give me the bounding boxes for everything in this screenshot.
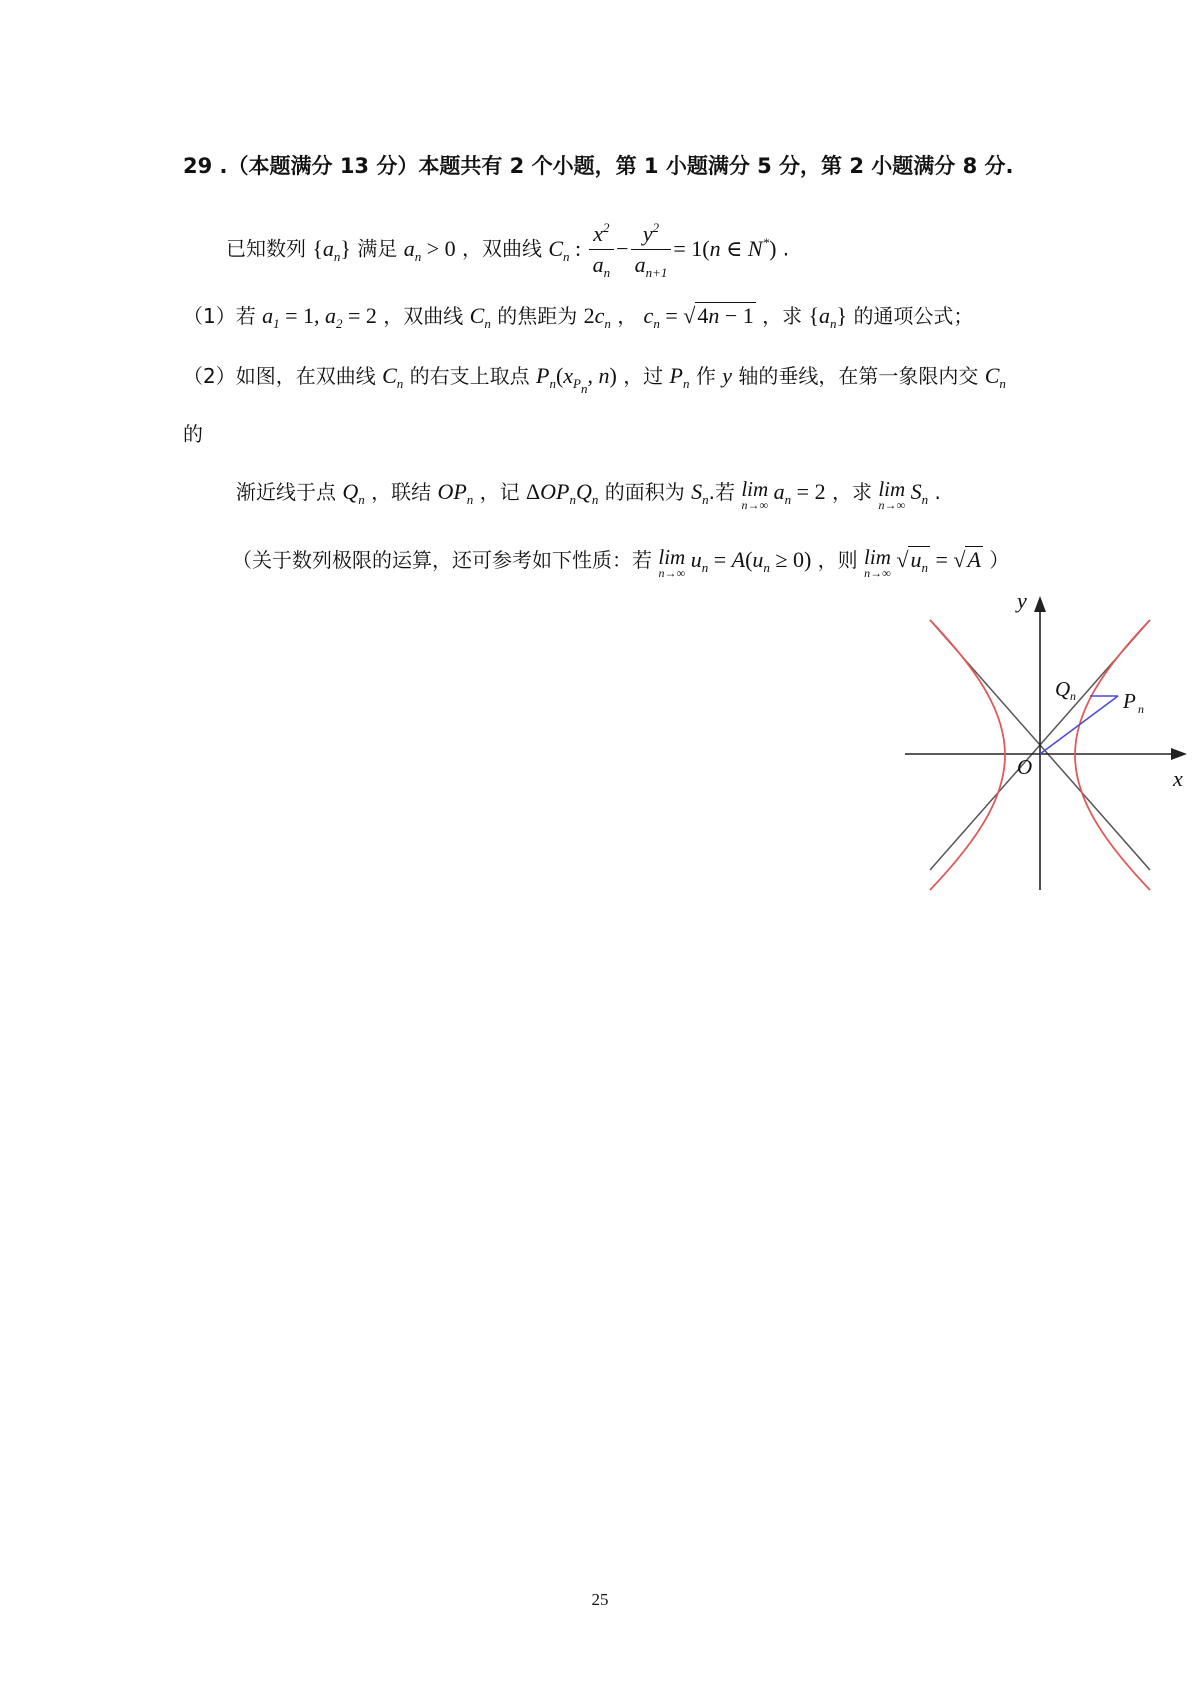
- note-text-3: ）: [989, 548, 1010, 572]
- hyperbola-equation: $C_n$ : $\frac{x^2}{a_n}$ − $\frac{y^2}{a_{n+1}}$ = 1(n ∈ N*): [548, 236, 776, 261]
- note-text-2: ，则: [817, 548, 858, 572]
- limit-sn: lim n→∞ $S_n$: [878, 477, 929, 512]
- x-axis-arrow-icon: [1171, 748, 1187, 760]
- part2-text-6: 的: [183, 422, 203, 446]
- segment-opn: $OP_n$: [437, 479, 474, 507]
- part2-text-13: .: [928, 480, 941, 504]
- y-axis-symbol: y: [722, 363, 732, 388]
- intro-line: [226, 215, 789, 286]
- intro-text-4: .: [782, 236, 790, 261]
- intro-text-2: 满足: [357, 236, 398, 261]
- limit-un: lim n→∞ $u_n = A(u_n \ge 0)$: [658, 545, 812, 580]
- part2-text-7: 渐近线于点: [236, 480, 336, 504]
- part2-text-10: 的面积为: [604, 480, 685, 504]
- hyperbola-figure: [905, 590, 1195, 900]
- x-axis-label: x: [1173, 766, 1183, 791]
- q-label: Q: [1055, 677, 1071, 701]
- q-subscript: n: [1070, 689, 1076, 703]
- part2-line-3: [236, 478, 941, 514]
- cn-formula: $c_n = √4n - 1$: [643, 303, 754, 331]
- segment-op: [1040, 696, 1118, 754]
- part1-text-6: 的通项公式；: [853, 304, 974, 328]
- area-sn: $S_n$: [691, 479, 709, 507]
- p-subscript: n: [1138, 702, 1144, 716]
- part2-text-9: ，记: [479, 480, 520, 504]
- part2-text-12: ，求: [831, 480, 872, 504]
- part1-line: [183, 302, 973, 338]
- hyperbola-cn-2: $C_n$: [382, 363, 404, 391]
- hyperbola-cn: $C_n$: [469, 303, 491, 331]
- part2-text-3: ，过: [623, 364, 664, 388]
- page-number: 25: [591, 1590, 609, 1609]
- origin-label: O: [1017, 755, 1033, 779]
- intro-text-1: 已知数列: [226, 236, 306, 261]
- hyperbola-left-branch: [930, 620, 1005, 890]
- intro-text-3: ，双曲线: [461, 236, 542, 261]
- part1-text-3: 的焦距为: [497, 304, 578, 328]
- problem-heading: 29 .（本题满分 13 分）本题共有 2 个小题，第 1 小题满分 5 分，第 2 小题满分 8 分.: [183, 154, 1014, 178]
- part1-text-5: ，求: [762, 304, 803, 328]
- part2-line-1: [183, 362, 1006, 403]
- point-qn: $Q_n$: [342, 479, 365, 507]
- focal-distance: $2c_n$: [583, 303, 611, 331]
- triangle-opnqn: $\Delta OP_nQ_n$: [526, 479, 599, 507]
- hyperbola-right-branch: [1075, 620, 1150, 890]
- part2-text-2: 的右支上取点: [409, 364, 530, 388]
- part2-text-1: （2）如图，在双曲线: [183, 364, 376, 388]
- limit-sqrt-un: lim n→∞ $√u_n = √A$: [864, 545, 981, 580]
- condition-an-positive: $a_n > 0$: [403, 235, 456, 264]
- note-line: [232, 546, 1009, 582]
- part1-text-1: （1）若: [183, 304, 256, 328]
- point-pn: $P_n(x_{P_n}$, n): [536, 363, 617, 396]
- part2-text-11: .若: [708, 480, 735, 504]
- sequence-an: $\{a_n\}$: [312, 235, 351, 264]
- hyperbola-cn-3: $C_n$: [984, 363, 1006, 391]
- y-axis-arrow-icon: [1034, 596, 1046, 612]
- part1-text-2: ，双曲线: [383, 304, 464, 328]
- initial-values: $a_1 = 1$, $a_2 = 2$: [262, 303, 377, 331]
- part2-text-5: 轴的垂线，在第一象限内交: [738, 364, 979, 388]
- part2-text-4: 作: [695, 364, 716, 388]
- sequence-an-2: $\{a_n\}$: [808, 303, 848, 331]
- point-pn-2: $P_n$: [669, 363, 690, 391]
- p-label: P: [1123, 689, 1136, 713]
- part2-text-8: ，联结: [371, 480, 432, 504]
- part1-text-4: ，: [617, 304, 638, 328]
- note-text-1: （关于数列极限的运算，还可参考如下性质：若: [232, 548, 652, 572]
- part2-line-2: [183, 420, 203, 448]
- limit-an: lim n→∞ $a_n = 2$: [741, 477, 826, 512]
- y-axis-label: y: [1017, 590, 1027, 613]
